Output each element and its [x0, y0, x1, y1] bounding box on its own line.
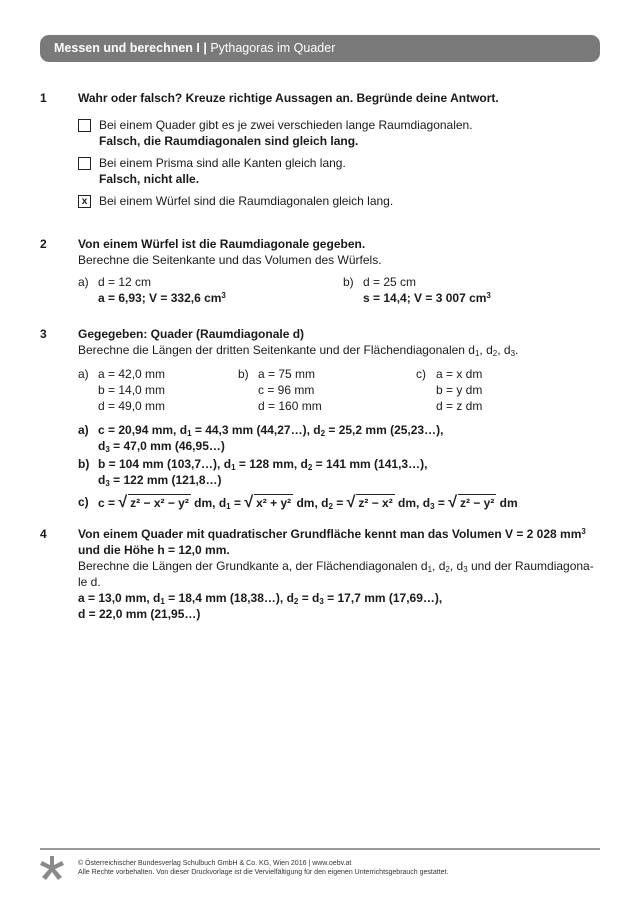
part-label: c)	[416, 367, 426, 381]
sqrt-expression: z² − x²	[358, 496, 393, 510]
given-value: d = 12 cm	[98, 275, 152, 289]
exercise-task: Berechne die Seitenkante und das Volumen des Würfels.	[78, 253, 382, 267]
exercise-number: 3	[40, 327, 47, 341]
exercise-task: Berechne die Längen der Grundkante a, der Flächendiagonalen $d_1$, $d_2$, $d_3$ und der Raumdiagona- le d.	[78, 559, 594, 589]
answer-text: a = 13,0 mm, $d_1 = 18,4$ mm (18,38…), $d_2 = d_3 = 17,7$ mm (17,69…), d = 22,0 mm (21,95…)	[78, 591, 443, 621]
part-label: a)	[78, 275, 89, 289]
part-label: b)	[343, 275, 354, 289]
exponent: 3	[486, 291, 491, 300]
given-value: a = 42,0 mm	[98, 367, 166, 381]
given-value: d = 49,0 mm	[98, 399, 166, 413]
exercise-number: 2	[40, 237, 47, 251]
sqrt-expression: x² + y²	[256, 496, 292, 510]
exercise-task: Berechne die Längen der dritten Seitenkante und der Flächendiagonalen $d_1$, $d_2$, $d_3$.	[78, 343, 519, 358]
exponent: 3	[221, 291, 226, 300]
part-a	[78, 274, 343, 306]
publisher-logo-icon	[40, 856, 64, 882]
footer-line-1: © Österreichischer Bundesverlag Schulbuch GmbH & Co. KG, Wien 2016 | www.oebv.at	[78, 860, 352, 867]
sqrt-expression: z² − y²	[459, 496, 495, 510]
given-a	[78, 366, 238, 414]
exercise-3	[40, 326, 600, 511]
part-label: a)	[78, 367, 89, 381]
exercise-question: Gegegeben: Quader (Raumdiagonale d)	[78, 327, 305, 341]
answer-b: b) b = 104 mm (103,7…), $d_1 = 128$ mm, $d_2 = 141$ mm (141,3…), $d_3 = 122$ mm (121,8…)	[78, 457, 428, 488]
page-header	[40, 35, 600, 62]
sqrt-expression: z² − x² − y²	[130, 496, 189, 510]
answer-text: Falsch, nicht alle.	[99, 172, 200, 186]
checkbox[interactable]	[78, 119, 91, 132]
checkbox-item	[78, 117, 600, 149]
exercise-2	[40, 236, 600, 306]
exercise-1	[40, 90, 600, 209]
checkbox-checked[interactable]: x	[78, 195, 91, 208]
given-c	[416, 366, 482, 414]
given-value: b = 14,0 mm	[98, 383, 166, 397]
given-value: b = y dm	[436, 383, 483, 397]
footer-line-2: Alle Rechte vorbehalten. Von dieser Druckvorlage ist die Vervielfältigung für den eigenen Unterrichtsgebrauch gestattet.	[78, 869, 449, 876]
given-value: d = z dm	[436, 399, 483, 413]
answer-a: a) c = 20,94 mm, $d_1 = 44,3$ mm (44,27…), $d_2 = 25,2$ mm (25,23…), $d_3 = 47,0$ mm (46,95…)	[78, 423, 444, 454]
exercise-question: Wahr oder falsch? Kreuze richtige Aussagen an. Begründe deine Antwort.	[78, 91, 499, 105]
checkbox-item	[78, 193, 600, 209]
statement-text: Bei einem Würfel sind die Raumdiagonalen gleich lang.	[99, 194, 394, 208]
given-value: c = 96 mm	[258, 383, 315, 397]
statement-text: Bei einem Prisma sind alle Kanten gleich lang.	[99, 156, 346, 170]
statement-text: Bei einem Quader gibt es je zwei verschieden lange Raumdiagonalen.	[99, 118, 473, 132]
answer-text: s = 14,4; V = 3 007 cm	[363, 291, 487, 305]
exercise-number: 4	[40, 527, 47, 541]
given-value: a = 75 mm	[258, 367, 316, 381]
checkbox-item	[78, 155, 600, 187]
footer-copyright	[78, 859, 448, 877]
exercise-number: 1	[40, 91, 47, 105]
part-label: b)	[238, 367, 249, 381]
answer-text: a = 6,93; V = 332,6 cm	[98, 291, 222, 305]
header-title-bold: Messen und berechnen I |	[54, 41, 207, 55]
exercise-question: Von einem Würfel ist die Raumdiagonale gegeben.	[78, 237, 366, 251]
answer-text: Falsch, die Raumdiagonalen sind gleich lang.	[99, 134, 359, 148]
part-b	[343, 274, 491, 306]
given-value: d = 160 mm	[258, 399, 322, 413]
given-value: a = x dm	[436, 367, 483, 381]
given-b	[238, 366, 416, 414]
exercise-question: Von einem Quader mit quadratischer Grundfläche kennt man das Volumen V = 2 028 $mm^3$ und die Höhe h = 12,0 mm.	[78, 527, 586, 557]
checkbox[interactable]	[78, 157, 91, 170]
footer-divider	[40, 848, 600, 850]
answer-c: c) c = √ z² − x² − y² dm, $d_1$ = √ x² + y² dm, $d_2$ = √ z² − x² dm, $d_3$ = √ z² − y² dm	[78, 494, 518, 511]
given-value: d = 25 cm	[363, 275, 417, 289]
header-title-rest: Pythagoras im Quader	[206, 41, 336, 55]
exercise-4	[40, 526, 600, 622]
